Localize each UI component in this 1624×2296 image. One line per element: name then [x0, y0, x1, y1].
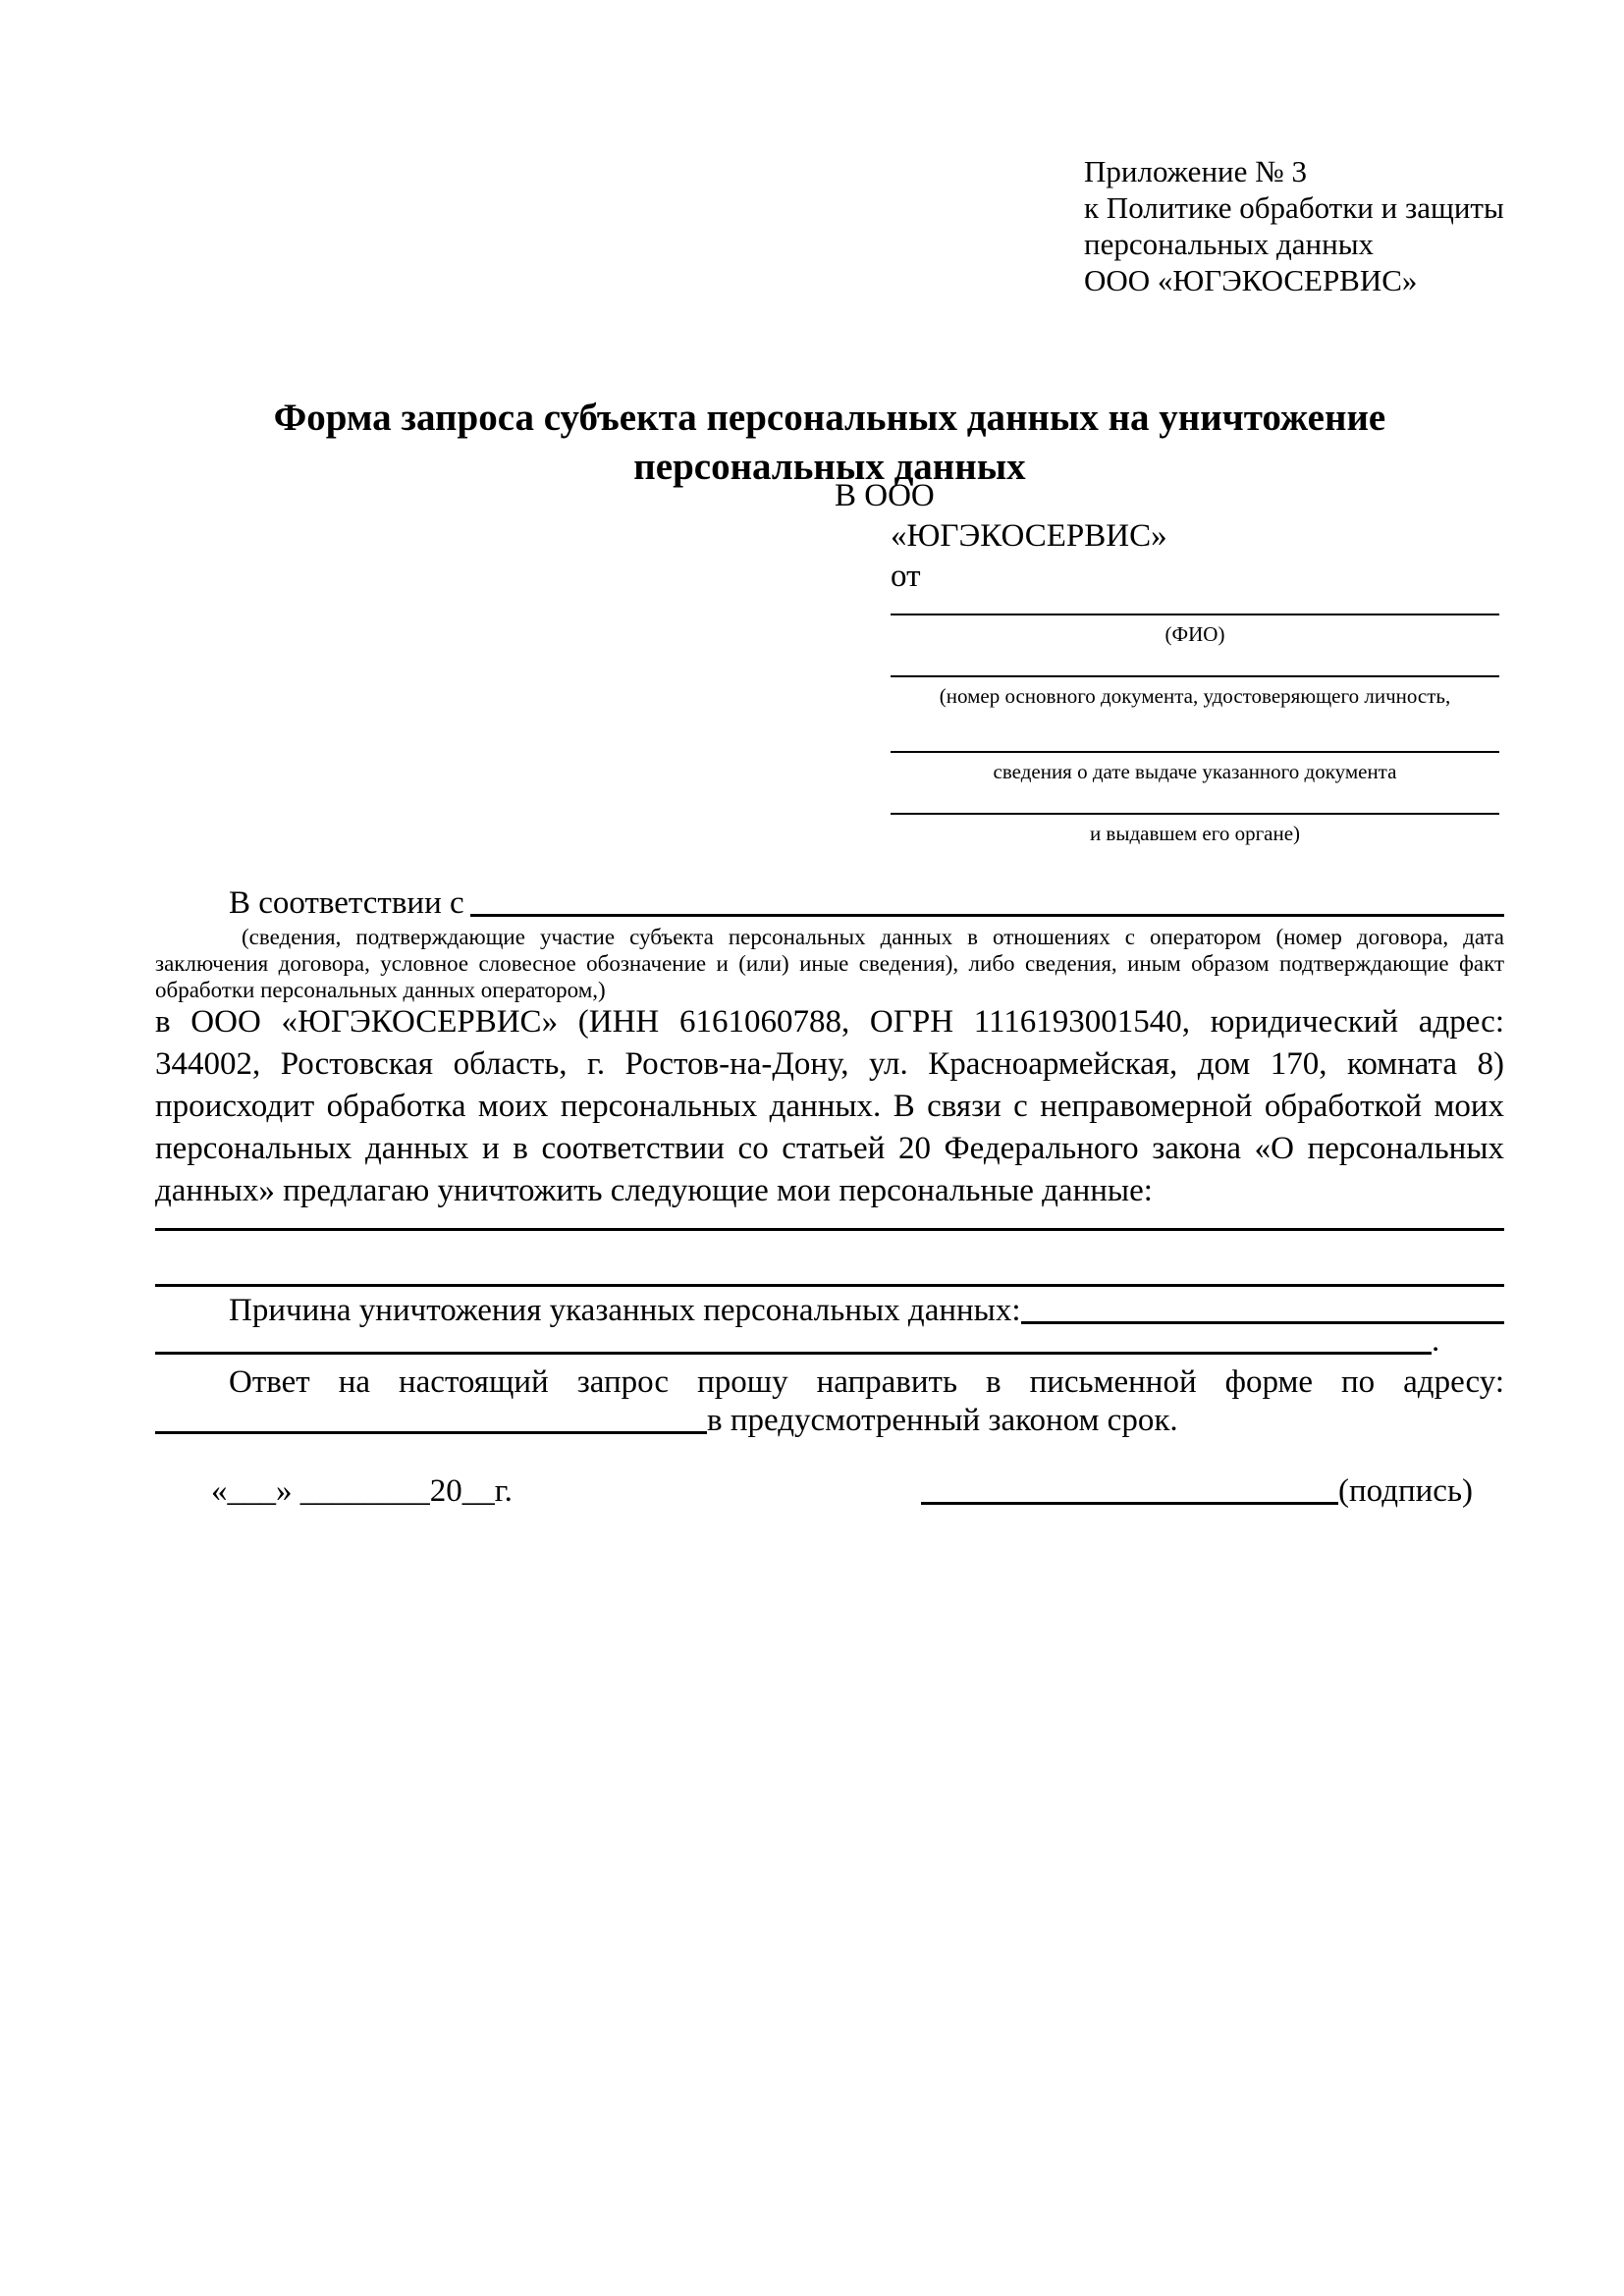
accordance-blank	[470, 914, 1504, 917]
recipient-org-name: «ЮГЭКОСЕРВИС»	[891, 518, 1167, 554]
issue-date-field-label: сведения о дате выдаче указанного документа	[993, 760, 1397, 783]
appendix-note-line: ООО «ЮГЭКОСЕРВИС»	[1084, 263, 1418, 297]
document-title-line: персональных данных	[633, 446, 1026, 488]
body-paragraph: в ООО «ЮГЭКОСЕРВИС» (ИНН 6161060788, ОГРН 1116193001540, юридический адрес: 344002, Ростовская область, г. Ростов-на-Дону, ул. Красноармейская, дом 170, комната 8) происходит обработка моих персональных данных. В связи с неправомерной обработкой моих персональных данных и в соответствии со статьей 20 Федерального закона «О персональных данных» предлагаю уничтожить следующие мои персональные данные:	[155, 1004, 1504, 1208]
personal-data-blank-line-1	[155, 1228, 1504, 1231]
date-blank: «___» ________20__г.	[211, 1473, 513, 1509]
appendix-note-line: Приложение № 3	[1084, 154, 1307, 188]
accordance-note: (сведения, подтверждающие участие субъекта персональных данных в отношениях с оператором (номер договора, дата заключения договора, условное словесное обозначение и (или) иные сведения), либо сведения, иным образом подтверждающие факт обработки персональных данных оператором,)	[155, 925, 1504, 1002]
appendix-note-line: к Политике обработки и защиты	[1084, 190, 1504, 225]
recipient-prefix: В ООО	[835, 478, 935, 513]
reason-label: Причина уничтожения указанных персональных данных:	[229, 1293, 1021, 1328]
response-tail: в предусмотренный законом срок.	[707, 1403, 1178, 1438]
appendix-note-line: персональных данных	[1084, 227, 1375, 261]
reason-continuation-line	[155, 1322, 1504, 1360]
recipient-from-label: от	[891, 559, 921, 594]
accordance-prefix: В соответствии с	[229, 885, 464, 921]
document-number-field-line	[891, 675, 1499, 677]
signature-blank	[921, 1502, 1338, 1505]
signature-group	[921, 1472, 1473, 1510]
reason-terminator: .	[1432, 1323, 1440, 1359]
issue-date-field-line	[891, 751, 1499, 753]
issuer-field-label: и выдавшем его органе)	[1089, 822, 1301, 845]
accordance-line	[155, 884, 1504, 922]
address-blank	[155, 1431, 707, 1434]
response-address-line	[155, 1402, 1504, 1439]
personal-data-blank-line-2	[155, 1284, 1504, 1287]
signing-row	[155, 1472, 1504, 1510]
document-title	[155, 394, 1504, 492]
appendix-note	[1084, 153, 1504, 298]
fio-field-label: (ФИО)	[1164, 622, 1225, 646]
document-number-field-label: (номер основного документа, удостоверяющего личность,	[939, 684, 1451, 708]
fio-field-line	[891, 614, 1499, 615]
document-title-line: Форма запроса субъекта персональных данных на уничтожение	[273, 397, 1386, 439]
response-sentence: Ответ на настоящий запрос прошу направить в письменной форме по адресу:	[229, 1364, 1504, 1400]
issuer-field-line	[891, 813, 1499, 815]
signature-label: (подпись)	[1338, 1473, 1473, 1509]
reason-continuation-blank	[155, 1352, 1432, 1355]
